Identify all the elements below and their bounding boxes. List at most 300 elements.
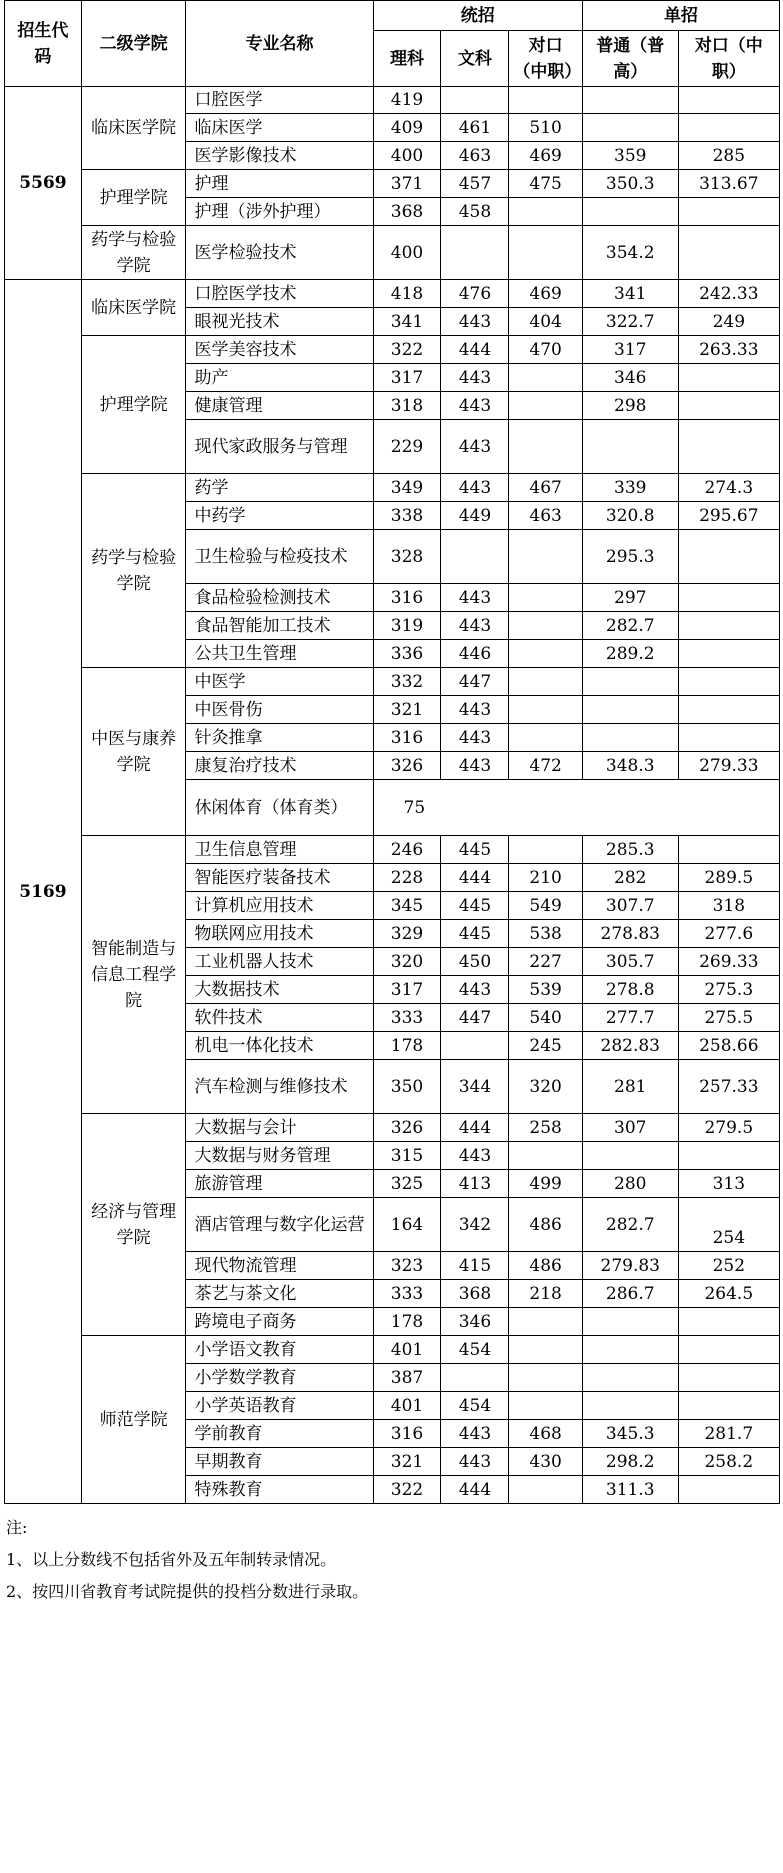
score-sci: 316 bbox=[373, 584, 441, 612]
major-name: 健康管理 bbox=[186, 392, 373, 420]
score-sci: 229 bbox=[373, 420, 441, 474]
score-vocb bbox=[678, 1308, 779, 1336]
score-voca bbox=[509, 392, 583, 420]
score-voca: 210 bbox=[509, 864, 583, 892]
score-normal: 317 bbox=[582, 336, 678, 364]
score-vocb bbox=[678, 696, 779, 724]
score-sci: 178 bbox=[373, 1308, 441, 1336]
score-normal bbox=[582, 198, 678, 226]
score-art: 443 bbox=[441, 364, 509, 392]
score-sci: 316 bbox=[373, 1420, 441, 1448]
score-normal: 282 bbox=[582, 864, 678, 892]
score-voca bbox=[509, 87, 583, 114]
major-name: 临床医学 bbox=[186, 114, 373, 142]
score-normal: 346 bbox=[582, 364, 678, 392]
score-sci: 321 bbox=[373, 696, 441, 724]
score-sci: 368 bbox=[373, 198, 441, 226]
score-art: 413 bbox=[441, 1170, 509, 1198]
score-art: 461 bbox=[441, 114, 509, 142]
college-name: 护理学院 bbox=[81, 336, 186, 474]
major-name: 小学数学教育 bbox=[186, 1364, 373, 1392]
score-vocb bbox=[678, 612, 779, 640]
score-vocb: 249 bbox=[678, 308, 779, 336]
major-name: 中医骨伤 bbox=[186, 696, 373, 724]
score-art: 445 bbox=[441, 920, 509, 948]
major-name: 工业机器人技术 bbox=[186, 948, 373, 976]
major-name: 物联网应用技术 bbox=[186, 920, 373, 948]
score-sci: 336 bbox=[373, 640, 441, 668]
score-voca: 463 bbox=[509, 502, 583, 530]
score-vocb bbox=[678, 836, 779, 864]
table-row bbox=[5, 836, 780, 864]
score-voca: 499 bbox=[509, 1170, 583, 1198]
score-voca bbox=[509, 836, 583, 864]
score-normal bbox=[582, 1336, 678, 1364]
score-vocb bbox=[678, 584, 779, 612]
college-name: 临床医学院 bbox=[81, 280, 186, 336]
table-row bbox=[5, 1336, 780, 1364]
score-sci: 246 bbox=[373, 836, 441, 864]
major-name: 卫生检验与检疫技术 bbox=[186, 530, 373, 584]
score-art: 443 bbox=[441, 696, 509, 724]
score-art: 443 bbox=[441, 612, 509, 640]
score-sci: 332 bbox=[373, 668, 441, 696]
score-art: 368 bbox=[441, 1280, 509, 1308]
score-art: 450 bbox=[441, 948, 509, 976]
score-normal: 280 bbox=[582, 1170, 678, 1198]
major-name: 针灸推拿 bbox=[186, 724, 373, 752]
score-art: 444 bbox=[441, 1476, 509, 1504]
score-vocb: 258.2 bbox=[678, 1448, 779, 1476]
major-name: 口腔医学 bbox=[186, 87, 373, 114]
score-voca: 549 bbox=[509, 892, 583, 920]
score-normal: 281 bbox=[582, 1060, 678, 1114]
score-sci: 322 bbox=[373, 1476, 441, 1504]
score-voca bbox=[509, 696, 583, 724]
college-name: 经济与管理学院 bbox=[81, 1114, 186, 1336]
major-name: 药学 bbox=[186, 474, 373, 502]
score-vocb bbox=[678, 392, 779, 420]
score-sci: 349 bbox=[373, 474, 441, 502]
score-sci: 318 bbox=[373, 392, 441, 420]
score-normal: 350.3 bbox=[582, 170, 678, 198]
score-art: 443 bbox=[441, 474, 509, 502]
major-name: 旅游管理 bbox=[186, 1170, 373, 1198]
score-voca: 486 bbox=[509, 1198, 583, 1252]
score-normal: 354.2 bbox=[582, 226, 678, 280]
score-art: 443 bbox=[441, 308, 509, 336]
score-normal bbox=[582, 724, 678, 752]
score-voca bbox=[509, 1364, 583, 1392]
score-vocb: 277.6 bbox=[678, 920, 779, 948]
score-art: 447 bbox=[441, 1004, 509, 1032]
score-sci: 322 bbox=[373, 336, 441, 364]
score-voca: 245 bbox=[509, 1032, 583, 1060]
score-normal: 282.7 bbox=[582, 612, 678, 640]
score-normal: 279.83 bbox=[582, 1252, 678, 1280]
header-sci: 理科 bbox=[373, 31, 441, 87]
note-item: 2、按四川省教育考试院提供的投档分数进行录取。 bbox=[6, 1582, 369, 1601]
score-normal bbox=[582, 1392, 678, 1420]
major-name: 学前教育 bbox=[186, 1420, 373, 1448]
table-row bbox=[5, 226, 780, 280]
score-voca bbox=[509, 1142, 583, 1170]
score-voca bbox=[509, 668, 583, 696]
header-voc-a: 对口（中职） bbox=[509, 31, 583, 87]
score-art: 443 bbox=[441, 752, 509, 780]
score-sci: 317 bbox=[373, 976, 441, 1004]
enrollment-code: 5569 bbox=[5, 87, 82, 280]
major-name: 医学影像技术 bbox=[186, 142, 373, 170]
score-voca bbox=[509, 198, 583, 226]
score-voca bbox=[509, 724, 583, 752]
score-normal: 305.7 bbox=[582, 948, 678, 976]
score-voca bbox=[509, 226, 583, 280]
score-art: 444 bbox=[441, 336, 509, 364]
score-sci: 333 bbox=[373, 1280, 441, 1308]
major-name: 中药学 bbox=[186, 502, 373, 530]
major-name: 口腔医学技术 bbox=[186, 280, 373, 308]
score-sci: 341 bbox=[373, 308, 441, 336]
score-sci: 317 bbox=[373, 364, 441, 392]
score-normal: 298.2 bbox=[582, 1448, 678, 1476]
note-item: 1、以上分数线不包括省外及五年制转录情况。 bbox=[6, 1550, 337, 1569]
admission-score-document bbox=[4, 0, 780, 1608]
score-voca bbox=[509, 584, 583, 612]
score-vocb bbox=[678, 420, 779, 474]
table-row bbox=[5, 280, 780, 308]
table-row bbox=[5, 336, 780, 364]
score-art: 463 bbox=[441, 142, 509, 170]
table-row bbox=[5, 87, 780, 114]
major-name: 卫生信息管理 bbox=[186, 836, 373, 864]
score-normal bbox=[582, 114, 678, 142]
header-normal: 普通（普高） bbox=[582, 31, 678, 87]
enrollment-code: 5169 bbox=[5, 280, 82, 1504]
score-sci: 350 bbox=[373, 1060, 441, 1114]
score-voca bbox=[509, 364, 583, 392]
score-voca: 470 bbox=[509, 336, 583, 364]
major-name: 休闲体育（体育类） bbox=[186, 780, 373, 836]
score-vocb: 289.5 bbox=[678, 864, 779, 892]
score-sci: 333 bbox=[373, 1004, 441, 1032]
score-art: 443 bbox=[441, 1448, 509, 1476]
score-normal bbox=[582, 420, 678, 474]
major-name: 茶艺与茶文化 bbox=[186, 1280, 373, 1308]
score-art: 346 bbox=[441, 1308, 509, 1336]
score-normal bbox=[582, 668, 678, 696]
score-vocb bbox=[678, 640, 779, 668]
score-voca: 486 bbox=[509, 1252, 583, 1280]
score-voca: 320 bbox=[509, 1060, 583, 1114]
score-sci: 400 bbox=[373, 142, 441, 170]
score-vocb: 274.3 bbox=[678, 474, 779, 502]
score-vocb: 264.5 bbox=[678, 1280, 779, 1308]
score-voca: 468 bbox=[509, 1420, 583, 1448]
score-art: 443 bbox=[441, 976, 509, 1004]
score-art: 443 bbox=[441, 584, 509, 612]
score-voca: 227 bbox=[509, 948, 583, 976]
score-voca: 540 bbox=[509, 1004, 583, 1032]
major-name: 大数据与会计 bbox=[186, 1114, 373, 1142]
major-name: 护理 bbox=[186, 170, 373, 198]
score-voca bbox=[509, 1308, 583, 1336]
score-sci: 419 bbox=[373, 87, 441, 114]
college-name: 护理学院 bbox=[81, 170, 186, 226]
score-normal bbox=[582, 1142, 678, 1170]
score-voca: 472 bbox=[509, 752, 583, 780]
table-header bbox=[5, 1, 780, 87]
score-voca: 538 bbox=[509, 920, 583, 948]
score-normal: 341 bbox=[582, 280, 678, 308]
score-normal bbox=[582, 1308, 678, 1336]
score-vocb bbox=[678, 198, 779, 226]
score-vocb: 257.33 bbox=[678, 1060, 779, 1114]
score-art: 444 bbox=[441, 864, 509, 892]
score-vocb: 313 bbox=[678, 1170, 779, 1198]
major-name: 护理（涉外护理） bbox=[186, 198, 373, 226]
score-voca: 218 bbox=[509, 1280, 583, 1308]
table-row bbox=[5, 474, 780, 502]
score-sci: 401 bbox=[373, 1392, 441, 1420]
score-sci: 345 bbox=[373, 892, 441, 920]
major-name: 酒店管理与数字化运营 bbox=[186, 1198, 373, 1252]
score-normal bbox=[582, 696, 678, 724]
score-sci: 400 bbox=[373, 226, 441, 280]
header-single: 单招 bbox=[582, 1, 779, 31]
score-sci: 315 bbox=[373, 1142, 441, 1170]
score-vocb bbox=[678, 364, 779, 392]
score-art: 447 bbox=[441, 668, 509, 696]
major-name: 助产 bbox=[186, 364, 373, 392]
score-normal: 348.3 bbox=[582, 752, 678, 780]
major-name: 眼视光技术 bbox=[186, 308, 373, 336]
table-row bbox=[5, 668, 780, 696]
score-vocb bbox=[678, 1476, 779, 1504]
major-name: 现代物流管理 bbox=[186, 1252, 373, 1280]
college-name: 师范学院 bbox=[81, 1336, 186, 1504]
score-vocb: 263.33 bbox=[678, 336, 779, 364]
score-vocb: 275.3 bbox=[678, 976, 779, 1004]
score-voca: 475 bbox=[509, 170, 583, 198]
score-normal: 298 bbox=[582, 392, 678, 420]
score-sci: 316 bbox=[373, 724, 441, 752]
major-name: 现代家政服务与管理 bbox=[186, 420, 373, 474]
score-art: 444 bbox=[441, 1114, 509, 1142]
major-name: 小学英语教育 bbox=[186, 1392, 373, 1420]
score-vocb: 318 bbox=[678, 892, 779, 920]
header-college: 二级学院 bbox=[81, 1, 186, 87]
score-normal: 339 bbox=[582, 474, 678, 502]
score-normal: 311.3 bbox=[582, 1476, 678, 1504]
major-name: 公共卫生管理 bbox=[186, 640, 373, 668]
score-sci: 325 bbox=[373, 1170, 441, 1198]
score-vocb bbox=[678, 226, 779, 280]
notes bbox=[4, 1512, 780, 1608]
score-voca: 258 bbox=[509, 1114, 583, 1142]
score-art: 476 bbox=[441, 280, 509, 308]
score-voca: 467 bbox=[509, 474, 583, 502]
major-name: 软件技术 bbox=[186, 1004, 373, 1032]
score-art: 449 bbox=[441, 502, 509, 530]
score-normal: 322.7 bbox=[582, 308, 678, 336]
major-name: 食品智能加工技术 bbox=[186, 612, 373, 640]
score-normal: 295.3 bbox=[582, 530, 678, 584]
score-voca: 469 bbox=[509, 142, 583, 170]
score-vocb bbox=[678, 114, 779, 142]
score-art: 344 bbox=[441, 1060, 509, 1114]
score-art: 415 bbox=[441, 1252, 509, 1280]
score-vocb: 295.67 bbox=[678, 502, 779, 530]
college-name: 中医与康养学院 bbox=[81, 668, 186, 836]
merged-score: 75 bbox=[373, 780, 779, 836]
college-name: 药学与检验学院 bbox=[81, 226, 186, 280]
score-sci: 320 bbox=[373, 948, 441, 976]
score-voca bbox=[509, 1336, 583, 1364]
score-art: 443 bbox=[441, 420, 509, 474]
score-sci: 371 bbox=[373, 170, 441, 198]
score-sci: 326 bbox=[373, 752, 441, 780]
score-normal: 277.7 bbox=[582, 1004, 678, 1032]
score-vocb bbox=[678, 530, 779, 584]
score-sci: 321 bbox=[373, 1448, 441, 1476]
score-sci: 326 bbox=[373, 1114, 441, 1142]
score-normal: 282.83 bbox=[582, 1032, 678, 1060]
score-normal bbox=[582, 87, 678, 114]
score-normal: 286.7 bbox=[582, 1280, 678, 1308]
college-name: 药学与检验学院 bbox=[81, 474, 186, 668]
major-name: 食品检验检测技术 bbox=[186, 584, 373, 612]
score-art: 443 bbox=[441, 1142, 509, 1170]
score-vocb: 281.7 bbox=[678, 1420, 779, 1448]
score-art: 446 bbox=[441, 640, 509, 668]
major-name: 跨境电子商务 bbox=[186, 1308, 373, 1336]
header-code: 招生代码 bbox=[5, 1, 82, 87]
major-name: 中医学 bbox=[186, 668, 373, 696]
score-art: 458 bbox=[441, 198, 509, 226]
header-art: 文科 bbox=[441, 31, 509, 87]
score-art bbox=[441, 87, 509, 114]
score-normal: 289.2 bbox=[582, 640, 678, 668]
score-vocb: 313.67 bbox=[678, 170, 779, 198]
score-sci: 387 bbox=[373, 1364, 441, 1392]
score-vocb: 254 bbox=[678, 1198, 779, 1252]
score-sci: 409 bbox=[373, 114, 441, 142]
score-vocb: 242.33 bbox=[678, 280, 779, 308]
score-voca: 430 bbox=[509, 1448, 583, 1476]
score-art: 454 bbox=[441, 1336, 509, 1364]
score-voca bbox=[509, 530, 583, 584]
score-vocb bbox=[678, 87, 779, 114]
score-vocb: 275.5 bbox=[678, 1004, 779, 1032]
table-body bbox=[5, 87, 780, 1504]
score-art: 457 bbox=[441, 170, 509, 198]
header-major: 专业名称 bbox=[186, 1, 373, 87]
score-voca bbox=[509, 612, 583, 640]
score-normal: 320.8 bbox=[582, 502, 678, 530]
major-name: 大数据与财务管理 bbox=[186, 1142, 373, 1170]
score-vocb: 285 bbox=[678, 142, 779, 170]
score-vocb bbox=[678, 1364, 779, 1392]
score-vocb: 252 bbox=[678, 1252, 779, 1280]
score-sci: 329 bbox=[373, 920, 441, 948]
score-vocb: 279.5 bbox=[678, 1114, 779, 1142]
major-name: 机电一体化技术 bbox=[186, 1032, 373, 1060]
score-art bbox=[441, 530, 509, 584]
header-unified: 统招 bbox=[373, 1, 582, 31]
score-vocb bbox=[678, 1392, 779, 1420]
major-name: 汽车检测与维修技术 bbox=[186, 1060, 373, 1114]
score-art: 342 bbox=[441, 1198, 509, 1252]
score-vocb: 258.66 bbox=[678, 1032, 779, 1060]
header-voc-b: 对口（中职） bbox=[678, 31, 779, 87]
major-name: 早期教育 bbox=[186, 1448, 373, 1476]
score-art: 445 bbox=[441, 892, 509, 920]
major-name: 康复治疗技术 bbox=[186, 752, 373, 780]
major-name: 计算机应用技术 bbox=[186, 892, 373, 920]
score-normal: 345.3 bbox=[582, 1420, 678, 1448]
score-sci: 164 bbox=[373, 1198, 441, 1252]
score-art: 454 bbox=[441, 1392, 509, 1420]
score-voca: 510 bbox=[509, 114, 583, 142]
score-normal: 359 bbox=[582, 142, 678, 170]
major-name: 医学检验技术 bbox=[186, 226, 373, 280]
score-vocb bbox=[678, 668, 779, 696]
table-row bbox=[5, 170, 780, 198]
score-sci: 178 bbox=[373, 1032, 441, 1060]
score-sci: 319 bbox=[373, 612, 441, 640]
score-art bbox=[441, 1364, 509, 1392]
score-sci: 328 bbox=[373, 530, 441, 584]
score-vocb: 279.33 bbox=[678, 752, 779, 780]
score-normal: 285.3 bbox=[582, 836, 678, 864]
score-sci: 323 bbox=[373, 1252, 441, 1280]
score-sci: 418 bbox=[373, 280, 441, 308]
score-voca bbox=[509, 420, 583, 474]
score-table bbox=[4, 0, 780, 1504]
major-name: 小学语文教育 bbox=[186, 1336, 373, 1364]
score-normal: 278.8 bbox=[582, 976, 678, 1004]
score-normal: 307.7 bbox=[582, 892, 678, 920]
score-sci: 228 bbox=[373, 864, 441, 892]
major-name: 智能医疗装备技术 bbox=[186, 864, 373, 892]
score-voca: 404 bbox=[509, 308, 583, 336]
score-voca bbox=[509, 1476, 583, 1504]
table-row bbox=[5, 1114, 780, 1142]
score-sci: 401 bbox=[373, 1336, 441, 1364]
score-vocb bbox=[678, 1336, 779, 1364]
college-name: 临床医学院 bbox=[81, 87, 186, 170]
score-vocb bbox=[678, 1142, 779, 1170]
major-name: 大数据技术 bbox=[186, 976, 373, 1004]
score-normal: 297 bbox=[582, 584, 678, 612]
score-art: 443 bbox=[441, 392, 509, 420]
score-voca: 539 bbox=[509, 976, 583, 1004]
notes-label: 注: bbox=[6, 1518, 28, 1537]
score-normal bbox=[582, 1364, 678, 1392]
score-art bbox=[441, 1032, 509, 1060]
score-art: 443 bbox=[441, 1420, 509, 1448]
score-art: 445 bbox=[441, 836, 509, 864]
major-name: 特殊教育 bbox=[186, 1476, 373, 1504]
score-normal: 307 bbox=[582, 1114, 678, 1142]
college-name: 智能制造与信息工程学院 bbox=[81, 836, 186, 1114]
score-art bbox=[441, 226, 509, 280]
score-sci: 338 bbox=[373, 502, 441, 530]
score-normal: 278.83 bbox=[582, 920, 678, 948]
score-vocb: 269.33 bbox=[678, 948, 779, 976]
score-vocb bbox=[678, 724, 779, 752]
